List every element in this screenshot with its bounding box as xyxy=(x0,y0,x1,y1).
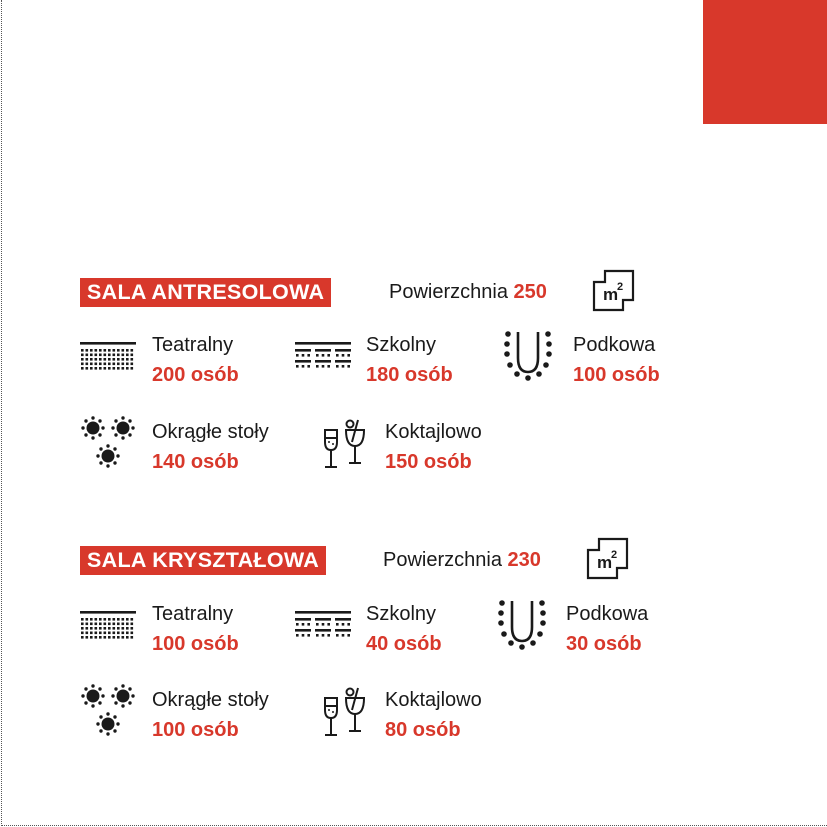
layout-label: Podkowa xyxy=(573,334,656,356)
layout-capacity: 100 osób xyxy=(573,364,660,386)
layout-label: Podkowa xyxy=(566,603,649,625)
layout-label: Okrągłe stoły xyxy=(152,689,269,711)
layout-label: Teatralny xyxy=(152,603,234,625)
theater-seating-icon xyxy=(80,611,136,641)
cocktail-glasses-icon xyxy=(318,684,372,740)
theater-seating-icon xyxy=(80,342,136,372)
layout-capacity: 180 osób xyxy=(366,364,453,386)
horseshoe-seating-icon xyxy=(494,597,550,653)
square-meters-icon xyxy=(591,268,637,314)
layout-capacity: 40 osób xyxy=(366,633,442,655)
layout-label: Okrągłe stoły xyxy=(152,421,269,443)
area-value: 230 xyxy=(507,549,541,571)
area-info xyxy=(383,546,541,575)
layout-capacity: 100 osób xyxy=(152,633,239,655)
area-label: Powierzchnia xyxy=(383,549,502,571)
layout-label: Teatralny xyxy=(152,334,234,356)
round-tables-icon xyxy=(78,414,138,472)
layout-label: Koktajlowo xyxy=(385,689,482,711)
area-value: 250 xyxy=(513,281,547,303)
cocktail-glasses-icon xyxy=(318,416,372,472)
round-tables-icon xyxy=(78,682,138,740)
layout-capacity: 140 osób xyxy=(152,451,239,473)
layout-label: Szkolny xyxy=(366,603,437,625)
horseshoe-seating-icon xyxy=(500,328,556,384)
area-info xyxy=(389,278,547,307)
school-seating-icon xyxy=(295,342,351,372)
layout-capacity: 100 osób xyxy=(152,719,239,741)
school-seating-icon xyxy=(295,611,351,641)
layout-capacity: 150 osób xyxy=(385,451,472,473)
layout-capacity: 80 osób xyxy=(385,719,461,741)
m2-superscript: 2 xyxy=(611,549,618,561)
layout-capacity: 30 osób xyxy=(566,633,642,655)
layout-label: Szkolny xyxy=(366,334,437,356)
section-title: SALA ANTRESOLOWA xyxy=(80,278,331,307)
m2-unit: m xyxy=(597,553,613,572)
area-label: Powierzchnia xyxy=(389,281,508,303)
corner-accent-block xyxy=(703,0,827,124)
square-meters-icon xyxy=(585,536,631,582)
m2-unit: m xyxy=(603,285,619,304)
layout-label: Koktajlowo xyxy=(385,421,482,443)
section-title: SALA KRYSZTAŁOWA xyxy=(80,546,326,575)
layout-capacity: 200 osób xyxy=(152,364,239,386)
m2-superscript: 2 xyxy=(617,281,624,293)
